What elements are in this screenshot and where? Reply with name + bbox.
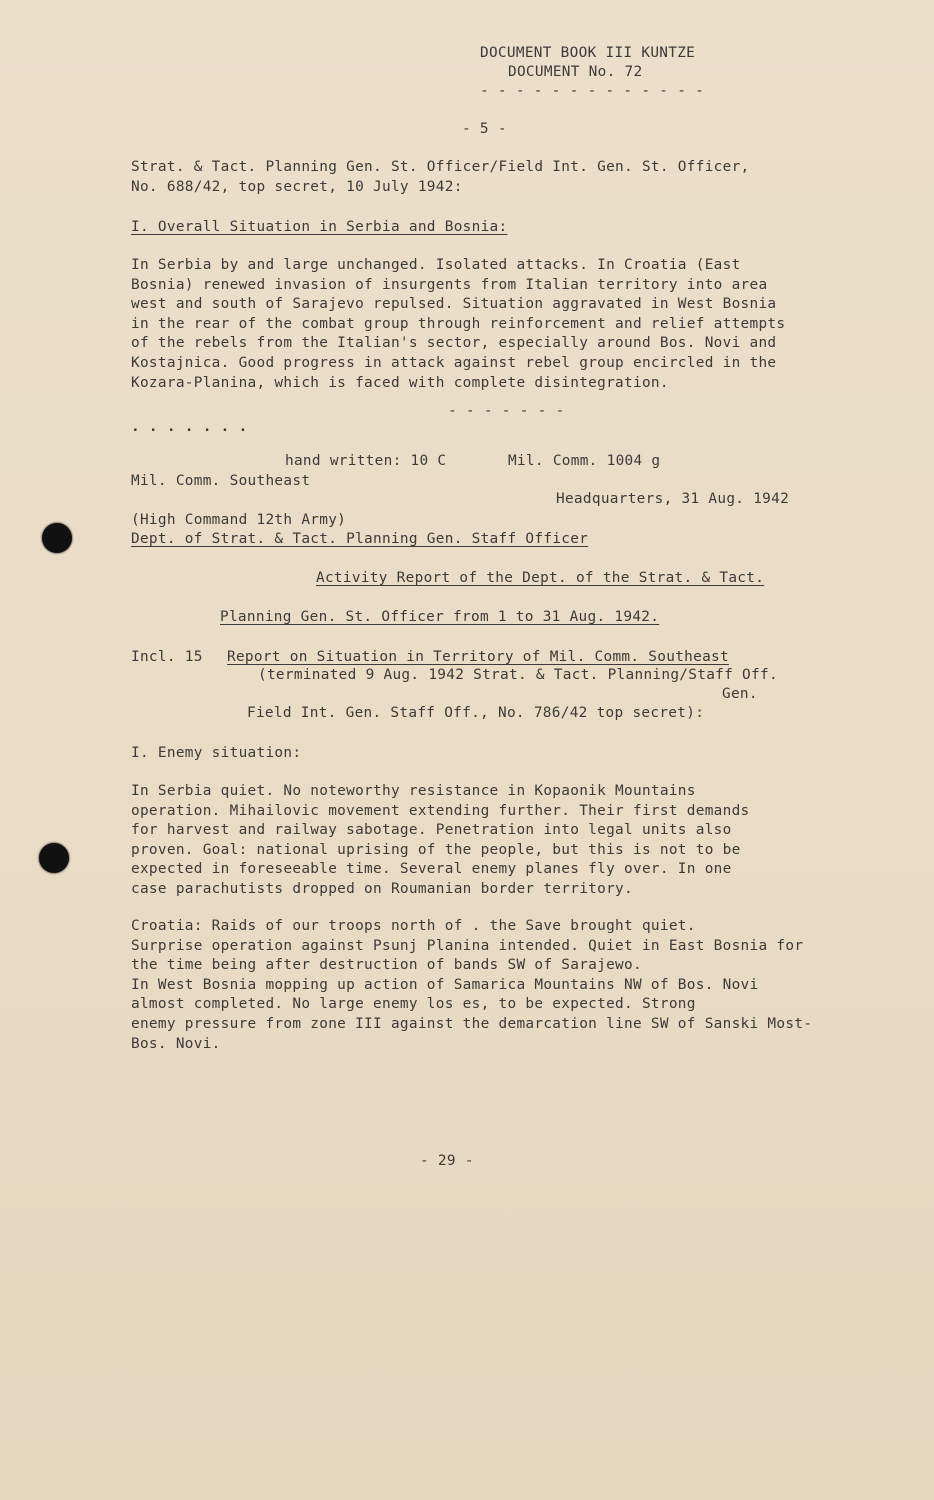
department-label: Dept. of Strat. & Tact. Planning Gen. Staff Officer <box>131 531 589 547</box>
croatia-line: Surprise operation against Psunj Planina intended. Quiet in East Bosnia for <box>131 937 804 954</box>
report1-body-line: Kozara-Planina, which is faced with complete disintegration. <box>131 374 669 391</box>
report1-body-line: west and south of Sarajevo repulsed. Situation aggravated in West Bosnia <box>131 296 777 313</box>
document-book-label: DOCUMENT BOOK III KUNTZE <box>480 45 696 61</box>
serbia-line: case parachutists dropped on Roumanian border territory. <box>131 880 633 897</box>
header-rule: - - - - - - - - - - - - - <box>480 83 705 99</box>
inclosure-detail-gen: Gen. <box>722 686 758 702</box>
sender-label: Mil. Comm. Southeast <box>131 473 311 489</box>
report1-body-line: of the rebels from the Italian's sector, especially around Bos. Novi and <box>131 335 777 352</box>
separator-dashes: - - - - - - - <box>448 403 565 419</box>
croatia-line: the time being after destruction of bands SW of Sarajewo. <box>131 957 642 974</box>
punch-hole-icon <box>39 843 69 873</box>
document-number-label: DOCUMENT No. 72 <box>508 64 643 80</box>
section-title-overall-situation: I. Overall Situation in Serbia and Bosnia: <box>131 219 508 235</box>
croatia-paragraph <box>131 917 812 1054</box>
inclosure-detail: (terminated 9 Aug. 1942 Strat. & Tact. Planning/Staff Off. <box>258 667 778 683</box>
handwritten-note: hand written: 10 C <box>285 453 447 469</box>
serbia-line: In Serbia quiet. No noteworthy resistance in Kopaonik Mountains <box>131 783 696 799</box>
mil-comm-number: Mil. Comm. 1004 g <box>508 453 661 469</box>
report1-body-line: Bosnia) renewed invasion of insurgents from Italian territory into area <box>131 276 768 293</box>
punch-hole-icon <box>42 523 72 553</box>
report1-heading-line: Strat. & Tact. Planning Gen. St. Officer/Field Int. Gen. St. Officer, <box>131 159 750 175</box>
report1-body-line: Kostajnica. Good progress in attack against rebel group encircled in the <box>131 354 777 371</box>
report1-heading <box>131 158 750 197</box>
croatia-line: In West Bosnia mopping up action of Samarica Mountains NW of Bos. Novi <box>131 976 759 993</box>
location-date: Headquarters, 31 Aug. 1942 <box>556 491 790 507</box>
serbia-paragraph <box>131 782 750 900</box>
activity-report-title: Activity Report of the Dept. of the Strat. & Tact. <box>316 570 765 586</box>
activity-report-title-line2: Planning Gen. St. Officer from 1 to 31 Aug. 1942. <box>220 609 660 625</box>
serbia-line: for harvest and railway sabotage. Penetration into legal units also <box>131 822 732 839</box>
report1-body-line: in the rear of the combat group through reinforcement and relief attempts <box>131 315 786 332</box>
inclosure-label: Incl. 15 <box>131 649 203 665</box>
omission-dots: . . . . . . . <box>131 419 248 435</box>
inclosure-detail-field: Field Int. Gen. Staff Off., No. 786/42 top secret): <box>247 705 705 721</box>
croatia-line: almost completed. No large enemy los es, to be expected. Strong <box>131 996 696 1013</box>
page-number: - 29 - <box>420 1153 474 1169</box>
page-marker: - 5 - <box>462 121 507 137</box>
report1-body-line: In Serbia by and large unchanged. Isolated attacks. In Croatia (East <box>131 257 741 273</box>
serbia-line: proven. Goal: national uprising of the people, but this is not to be <box>131 841 741 858</box>
serbia-line: operation. Mihailovic movement extending further. Their first demands <box>131 802 750 819</box>
inclosure-title: Report on Situation in Territory of Mil. Comm. Southeast <box>227 649 729 665</box>
enemy-situation-title: I. Enemy situation: <box>131 745 302 761</box>
report1-heading-line: No. 688/42, top secret, 10 July 1942: <box>131 178 463 195</box>
high-command-label: (High Command 12th Army) <box>131 512 347 528</box>
croatia-line: Bos. Novi. <box>131 1035 221 1052</box>
croatia-line: enemy pressure from zone III against the demarcation line SW of Sanski Most- <box>131 1015 813 1032</box>
report1-body <box>131 256 785 393</box>
croatia-line: Croatia: Raids of our troops north of . the Save brought quiet. <box>131 918 696 934</box>
serbia-line: expected in foreseeable time. Several enemy planes fly over. In one <box>131 861 732 878</box>
